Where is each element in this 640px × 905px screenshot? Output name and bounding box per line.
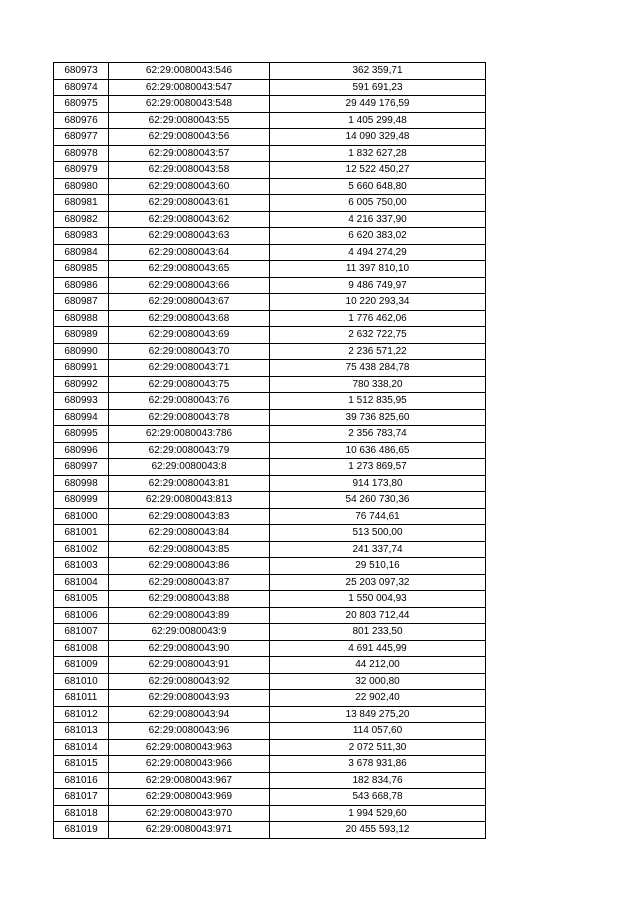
cadastral-number-cell: 62:29:0080043:969	[109, 789, 270, 806]
row-number-cell: 680978	[54, 145, 109, 162]
cadastral-number-cell: 62:29:0080043:66	[109, 277, 270, 294]
row-number-cell: 680975	[54, 96, 109, 113]
cadastral-number-cell: 62:29:0080043:93	[109, 690, 270, 707]
row-number-cell: 680990	[54, 343, 109, 360]
row-number-cell: 681007	[54, 624, 109, 641]
cadastral-number-cell: 62:29:0080043:546	[109, 63, 270, 80]
row-number-cell: 680976	[54, 112, 109, 129]
table-row	[54, 426, 486, 443]
row-number-cell: 680983	[54, 228, 109, 245]
cadastral-number-cell: 62:29:0080043:94	[109, 706, 270, 723]
row-number-cell: 681001	[54, 525, 109, 542]
table-row	[54, 393, 486, 410]
value-cell: 22 902,40	[270, 690, 486, 707]
cadastral-number-cell: 62:29:0080043:90	[109, 640, 270, 657]
value-cell: 2 632 722,75	[270, 327, 486, 344]
table-row	[54, 244, 486, 261]
table-row	[54, 129, 486, 146]
value-cell: 2 356 783,74	[270, 426, 486, 443]
row-number-cell: 681004	[54, 574, 109, 591]
cadastral-number-cell: 62:29:0080043:61	[109, 195, 270, 212]
row-number-cell: 681017	[54, 789, 109, 806]
value-cell: 513 500,00	[270, 525, 486, 542]
row-number-cell: 680998	[54, 475, 109, 492]
value-cell: 10 220 293,34	[270, 294, 486, 311]
table-row	[54, 277, 486, 294]
table-row	[54, 591, 486, 608]
table-row	[54, 327, 486, 344]
value-cell: 1 550 004,93	[270, 591, 486, 608]
value-cell: 75 438 284,78	[270, 360, 486, 377]
cadastral-number-cell: 62:29:0080043:70	[109, 343, 270, 360]
table-row	[54, 624, 486, 641]
table-row	[54, 558, 486, 575]
table-row	[54, 574, 486, 591]
row-number-cell: 680980	[54, 178, 109, 195]
table-row	[54, 261, 486, 278]
row-number-cell: 680979	[54, 162, 109, 179]
value-cell: 25 203 097,32	[270, 574, 486, 591]
table-row	[54, 376, 486, 393]
row-number-cell: 681010	[54, 673, 109, 690]
cadastral-number-cell: 62:29:0080043:8	[109, 459, 270, 476]
cadastral-number-cell: 62:29:0080043:79	[109, 442, 270, 459]
table-row	[54, 673, 486, 690]
table-row	[54, 640, 486, 657]
table-row	[54, 607, 486, 624]
cadastral-number-cell: 62:29:0080043:75	[109, 376, 270, 393]
row-number-cell: 680988	[54, 310, 109, 327]
value-cell: 4 691 445,99	[270, 640, 486, 657]
value-cell: 1 273 869,57	[270, 459, 486, 476]
cadastral-number-cell: 62:29:0080043:971	[109, 822, 270, 839]
row-number-cell: 681003	[54, 558, 109, 575]
value-cell: 20 803 712,44	[270, 607, 486, 624]
data-table	[53, 62, 486, 839]
table-row	[54, 79, 486, 96]
value-cell: 76 744,61	[270, 508, 486, 525]
table-row	[54, 112, 486, 129]
value-cell: 29 510,16	[270, 558, 486, 575]
value-cell: 114 057,60	[270, 723, 486, 740]
cadastral-number-cell: 62:29:0080043:55	[109, 112, 270, 129]
value-cell: 1 405 299,48	[270, 112, 486, 129]
table-row	[54, 162, 486, 179]
cadastral-number-cell: 62:29:0080043:88	[109, 591, 270, 608]
table-row	[54, 294, 486, 311]
value-cell: 3 678 931,86	[270, 756, 486, 773]
table-row	[54, 195, 486, 212]
cadastral-number-cell: 62:29:0080043:68	[109, 310, 270, 327]
table-row	[54, 789, 486, 806]
row-number-cell: 680987	[54, 294, 109, 311]
cadastral-number-cell: 62:29:0080043:786	[109, 426, 270, 443]
row-number-cell: 680993	[54, 393, 109, 410]
value-cell: 9 486 749,97	[270, 277, 486, 294]
cadastral-number-cell: 62:29:0080043:71	[109, 360, 270, 377]
value-cell: 591 691,23	[270, 79, 486, 96]
table-row	[54, 442, 486, 459]
row-number-cell: 681002	[54, 541, 109, 558]
value-cell: 914 173,80	[270, 475, 486, 492]
table-row	[54, 178, 486, 195]
cadastral-number-cell: 62:29:0080043:58	[109, 162, 270, 179]
table-row	[54, 310, 486, 327]
value-cell: 1 994 529,60	[270, 805, 486, 822]
value-cell: 11 397 810,10	[270, 261, 486, 278]
value-cell: 13 849 275,20	[270, 706, 486, 723]
cadastral-number-cell: 62:29:0080043:966	[109, 756, 270, 773]
value-cell: 39 736 825,60	[270, 409, 486, 426]
cadastral-number-cell: 62:29:0080043:57	[109, 145, 270, 162]
table-row	[54, 63, 486, 80]
table-row	[54, 706, 486, 723]
cadastral-number-cell: 62:29:0080043:69	[109, 327, 270, 344]
cadastral-number-cell: 62:29:0080043:9	[109, 624, 270, 641]
value-cell: 10 636 486,65	[270, 442, 486, 459]
cadastral-number-cell: 62:29:0080043:87	[109, 574, 270, 591]
value-cell: 543 668,78	[270, 789, 486, 806]
table-row	[54, 805, 486, 822]
row-number-cell: 681015	[54, 756, 109, 773]
row-number-cell: 680995	[54, 426, 109, 443]
row-number-cell: 680996	[54, 442, 109, 459]
cadastral-number-cell: 62:29:0080043:63	[109, 228, 270, 245]
cadastral-number-cell: 62:29:0080043:91	[109, 657, 270, 674]
value-cell: 1 512 835,95	[270, 393, 486, 410]
cadastral-number-cell: 62:29:0080043:83	[109, 508, 270, 525]
row-number-cell: 681016	[54, 772, 109, 789]
table-body	[54, 63, 486, 839]
row-number-cell: 680985	[54, 261, 109, 278]
value-cell: 6 620 383,02	[270, 228, 486, 245]
table-row	[54, 96, 486, 113]
row-number-cell: 680982	[54, 211, 109, 228]
cadastral-number-cell: 62:29:0080043:970	[109, 805, 270, 822]
value-cell: 241 337,74	[270, 541, 486, 558]
table-row	[54, 723, 486, 740]
value-cell: 20 455 593,12	[270, 822, 486, 839]
cadastral-number-cell: 62:29:0080043:92	[109, 673, 270, 690]
row-number-cell: 680977	[54, 129, 109, 146]
cadastral-number-cell: 62:29:0080043:65	[109, 261, 270, 278]
cadastral-number-cell: 62:29:0080043:56	[109, 129, 270, 146]
row-number-cell: 681013	[54, 723, 109, 740]
row-number-cell: 680992	[54, 376, 109, 393]
cadastral-number-cell: 62:29:0080043:85	[109, 541, 270, 558]
cadastral-number-cell: 62:29:0080043:60	[109, 178, 270, 195]
row-number-cell: 680989	[54, 327, 109, 344]
cadastral-number-cell: 62:29:0080043:76	[109, 393, 270, 410]
table-row	[54, 822, 486, 839]
row-number-cell: 681011	[54, 690, 109, 707]
cadastral-number-cell: 62:29:0080043:963	[109, 739, 270, 756]
value-cell: 44 212,00	[270, 657, 486, 674]
value-cell: 12 522 450,27	[270, 162, 486, 179]
row-number-cell: 680984	[54, 244, 109, 261]
cadastral-number-cell: 62:29:0080043:81	[109, 475, 270, 492]
row-number-cell: 681019	[54, 822, 109, 839]
cadastral-number-cell: 62:29:0080043:78	[109, 409, 270, 426]
table-row	[54, 739, 486, 756]
value-cell: 4 216 337,90	[270, 211, 486, 228]
value-cell: 1 776 462,06	[270, 310, 486, 327]
row-number-cell: 680973	[54, 63, 109, 80]
row-number-cell: 681000	[54, 508, 109, 525]
row-number-cell: 681005	[54, 591, 109, 608]
table-row	[54, 211, 486, 228]
cadastral-number-cell: 62:29:0080043:64	[109, 244, 270, 261]
value-cell: 54 260 730,36	[270, 492, 486, 509]
value-cell: 32 000,80	[270, 673, 486, 690]
value-cell: 2 072 511,30	[270, 739, 486, 756]
value-cell: 5 660 648,80	[270, 178, 486, 195]
table-row	[54, 475, 486, 492]
value-cell: 4 494 274,29	[270, 244, 486, 261]
value-cell: 362 359,71	[270, 63, 486, 80]
row-number-cell: 681009	[54, 657, 109, 674]
table-row	[54, 690, 486, 707]
row-number-cell: 681006	[54, 607, 109, 624]
table-row	[54, 756, 486, 773]
cadastral-number-cell: 62:29:0080043:84	[109, 525, 270, 542]
cadastral-number-cell: 62:29:0080043:96	[109, 723, 270, 740]
row-number-cell: 681014	[54, 739, 109, 756]
table-row	[54, 525, 486, 542]
table-row	[54, 772, 486, 789]
cadastral-number-cell: 62:29:0080043:548	[109, 96, 270, 113]
value-cell: 14 090 329,48	[270, 129, 486, 146]
table-row	[54, 343, 486, 360]
value-cell: 182 834,76	[270, 772, 486, 789]
row-number-cell: 680999	[54, 492, 109, 509]
row-number-cell: 680986	[54, 277, 109, 294]
row-number-cell: 680981	[54, 195, 109, 212]
cadastral-number-cell: 62:29:0080043:62	[109, 211, 270, 228]
table-row	[54, 459, 486, 476]
row-number-cell: 680974	[54, 79, 109, 96]
value-cell: 780 338,20	[270, 376, 486, 393]
table-row	[54, 409, 486, 426]
table-row	[54, 145, 486, 162]
table-row	[54, 492, 486, 509]
cadastral-number-cell: 62:29:0080043:967	[109, 772, 270, 789]
cadastral-number-cell: 62:29:0080043:89	[109, 607, 270, 624]
cadastral-number-cell: 62:29:0080043:86	[109, 558, 270, 575]
row-number-cell: 681018	[54, 805, 109, 822]
table-row	[54, 657, 486, 674]
row-number-cell: 681008	[54, 640, 109, 657]
row-number-cell: 681012	[54, 706, 109, 723]
value-cell: 6 005 750,00	[270, 195, 486, 212]
cadastral-number-cell: 62:29:0080043:67	[109, 294, 270, 311]
table-row	[54, 228, 486, 245]
row-number-cell: 680997	[54, 459, 109, 476]
cadastral-number-cell: 62:29:0080043:547	[109, 79, 270, 96]
value-cell: 2 236 571,22	[270, 343, 486, 360]
table-row	[54, 541, 486, 558]
table-row	[54, 508, 486, 525]
value-cell: 1 832 627,28	[270, 145, 486, 162]
value-cell: 801 233,50	[270, 624, 486, 641]
row-number-cell: 680994	[54, 409, 109, 426]
row-number-cell: 680991	[54, 360, 109, 377]
value-cell: 29 449 176,59	[270, 96, 486, 113]
cadastral-number-cell: 62:29:0080043:813	[109, 492, 270, 509]
table-row	[54, 360, 486, 377]
